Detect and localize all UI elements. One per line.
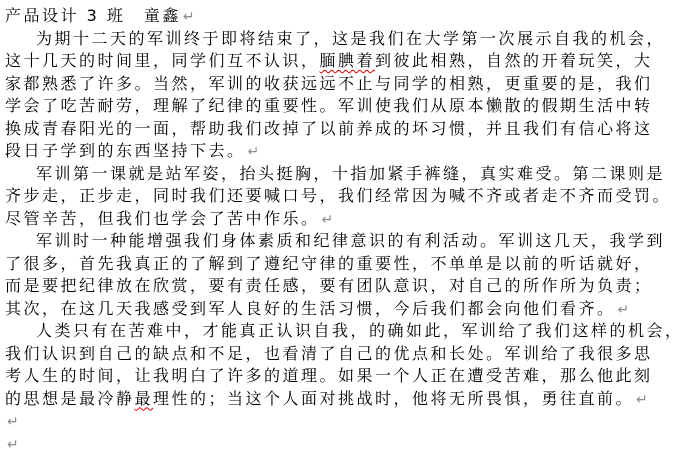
- line-text: 尽管辛苦，但我们也学会了苦中作乐。: [5, 208, 320, 228]
- text-line: [5, 50, 690, 73]
- line-text: 换成青春阳光的一面，帮助我们改掉了以前养成的坏习惯，并且我们有信心将这: [5, 118, 653, 138]
- text-line: [5, 140, 690, 163]
- text-line: [5, 118, 690, 141]
- line-text: 段日子学到的东西坚持下去。: [5, 141, 246, 160]
- line-text: 人类只有在苦难中，才能真正认识自我，的确如此，军训给了我们这样的机会，: [36, 321, 684, 340]
- line-text: 军训时一种能增强我们身体素质和纪律意识的有利活动。军训这几天，我学到: [36, 231, 666, 250]
- document-title: 产品设计 3 班 童鑫: [5, 6, 181, 25]
- spellcheck-flagged-text: 最: [134, 388, 154, 408]
- paragraph-mark-icon: ↵: [247, 144, 260, 160]
- line-text: 到彼此相熟，自然的开着玩笑，大: [375, 51, 653, 70]
- line-text: 理性的；当这个人面对挑战时，他将无所畏惧，勇往直前。: [153, 388, 635, 408]
- text-line: [5, 320, 690, 343]
- paragraph-mark-icon: ↵: [636, 391, 648, 408]
- line-text: 的思想是最冷静: [5, 388, 135, 408]
- text-line: [5, 298, 690, 321]
- line-text: 我们认识到自己的缺点和不足，也看清了自己的优点和长处。军训给了我很多思: [5, 343, 653, 363]
- text-line: [5, 388, 690, 411]
- text-line: [5, 73, 690, 96]
- text-line: [5, 230, 690, 253]
- text-line: [5, 95, 690, 118]
- text-line: [5, 275, 690, 298]
- text-line: [5, 185, 690, 208]
- line-text: 考人生的时间，让我明白了许多的道理。如果一个人正在遭受苦难，那么他此刻: [5, 366, 653, 385]
- line-text: 家都熟悉了许多。当然，军训的收获远远不止与同学的相熟，更重要的是，我们: [5, 73, 653, 93]
- line-text: 齐步走，正步走，同时我们还要喊口号，我们经常因为喊不齐或者走不齐而受罚。: [5, 186, 672, 205]
- text-line: [5, 28, 690, 51]
- line-text: 学会了吃苦耐劳，理解了纪律的重要性。军训使我们从原本懒散的假期生活中转: [5, 96, 653, 115]
- document-title-line: [5, 5, 690, 28]
- paragraph-mark-icon: ↵: [321, 211, 334, 228]
- line-text: 了很多，首先我真正的了解到了遵纪守律的重要性，不单单是以前的听话就好，: [5, 253, 653, 273]
- paragraph-mark-icon: ↵: [617, 301, 630, 318]
- paragraph-mark-icon: ↵: [7, 414, 19, 430]
- text-line: [5, 208, 690, 231]
- line-text: 为期十二天的军训终于即将结束了，这是我们在大学第一次展示自我的机会，: [36, 28, 666, 48]
- text-line: [5, 343, 690, 366]
- paragraph-mark-icon: ↵: [182, 9, 195, 25]
- text-line: [5, 163, 690, 186]
- empty-paragraph-line: [5, 410, 690, 433]
- paragraph-mark-icon: ↵: [7, 436, 19, 453]
- empty-paragraph-line: [5, 433, 690, 456]
- line-text: 这十几天的时间里，同学们互不认识，: [5, 51, 320, 70]
- line-text: 其次，在这几天我感受到军人良好的生活习惯，今后我们都会向他们看齐。: [5, 298, 616, 318]
- spellcheck-flagged-text: 腼腆着: [319, 51, 376, 70]
- line-text: 而是要把纪律放在欣赏，要有责任感，要有团队意识，对自己的所作所为负责；: [5, 276, 653, 295]
- line-text: 军训第一课就是站军姿，抬头挺胸，十指加紧手裤缝，真实难受。第二课则是: [36, 163, 666, 183]
- text-line: [5, 365, 690, 388]
- text-line: [5, 253, 690, 276]
